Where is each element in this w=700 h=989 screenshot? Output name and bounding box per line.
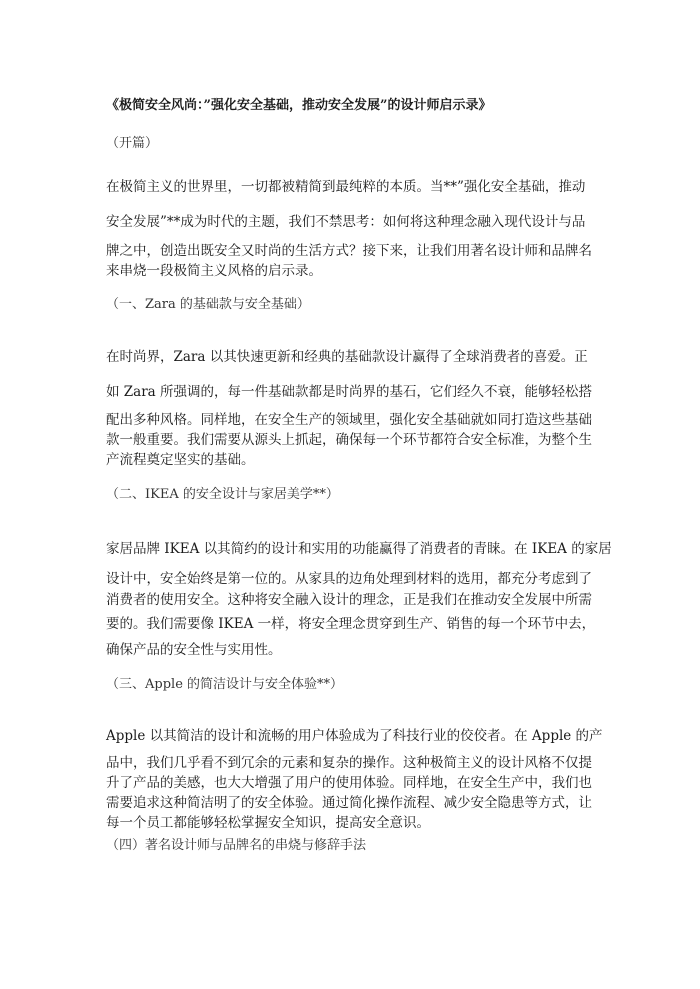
paragraph-line: 来串烧一段极简主义风格的启示录。	[106, 263, 322, 279]
document-title: 《极简安全风尚：”强化安全基础，推动安全发展”的设计师启示录》	[106, 98, 492, 113]
paragraph-line: 家居品牌 IKEA 以其简约的设计和实用的功能赢得了消费者的青睐。在 IKEA 的家居	[106, 541, 612, 557]
section3-heading: （三、Apple 的简洁设计与安全体验**）	[106, 677, 344, 692]
paragraph-line: 配出多种风格。同样地，在安全生产的领域里，强化安全基础就如同打造这些基础	[106, 412, 592, 428]
section1-heading: （一、Zara 的基础款与安全基础）	[106, 297, 310, 312]
paragraph-line: 消费者的使用安全。这种将安全融入设计的理念，正是我们在推动安全发展中所需	[106, 592, 592, 608]
section4-heading: （四）著名设计师与品牌名的串烧与修辞手法	[106, 838, 367, 853]
paragraph-line: 需要追求这种简洁明了的安全体验。通过简化操作流程、减少安全隐患等方式，让	[106, 795, 592, 811]
paragraph-line: 在极简主义的世界里，一切都被精简到最纯粹的本质。当**”强化安全基础，推动	[106, 179, 586, 195]
paragraph-line: 款一般重要。我们需要从源头上抓起，确保每一个环节都符合安全标准，为整个生	[106, 432, 592, 448]
paragraph-line: 如 Zara 所强调的，每一件基础款都是时尚界的基石，它们经久不衰，能够轻松搭	[106, 384, 593, 400]
opening-heading: （开篇）	[106, 136, 159, 151]
paragraph-line: 品中，我们几乎看不到冗余的元素和复杂的操作。这种极简主义的设计风格不仅提	[106, 755, 592, 771]
paragraph-line: 在时尚界，Zara 以其快速更新和经典的基础款设计赢得了全球消费者的喜爱。正	[106, 349, 588, 365]
paragraph-line: 每一个员工都能够轻松掌握安全知识，提高安全意识。	[106, 815, 430, 831]
paragraph-line: 产流程奠定坚实的基础。	[106, 452, 255, 468]
paragraph-line: 升了产品的美感，也大大增强了用户的使用体验。同样地，在安全生产中，我们也	[106, 775, 592, 791]
paragraph-line: 牌之中，创造出既安全又时尚的生活方式？接下来，让我们用著名设计师和品牌名	[106, 243, 592, 259]
paragraph-line: 要的。我们需要像 IKEA 一样，将安全理念贯穿到生产、销售的每一个环节中去，	[106, 616, 596, 632]
paragraph-line: 确保产品的安全性与实用性。	[106, 642, 282, 658]
section2-heading: （二、IKEA 的安全设计与家居美学**）	[106, 487, 339, 502]
paragraph-line: 安全发展”**成为时代的主题，我们不禁思考：如何将这种理念融入现代设计与品	[106, 214, 586, 230]
paragraph-line: Apple 以其简洁的设计和流畅的用户体验成为了科技行业的佼佼者。在 Apple 的产	[106, 728, 603, 744]
paragraph-line: 设计中，安全始终是第一位的。从家具的边角处理到材料的选用，都充分考虑到了	[106, 571, 592, 587]
